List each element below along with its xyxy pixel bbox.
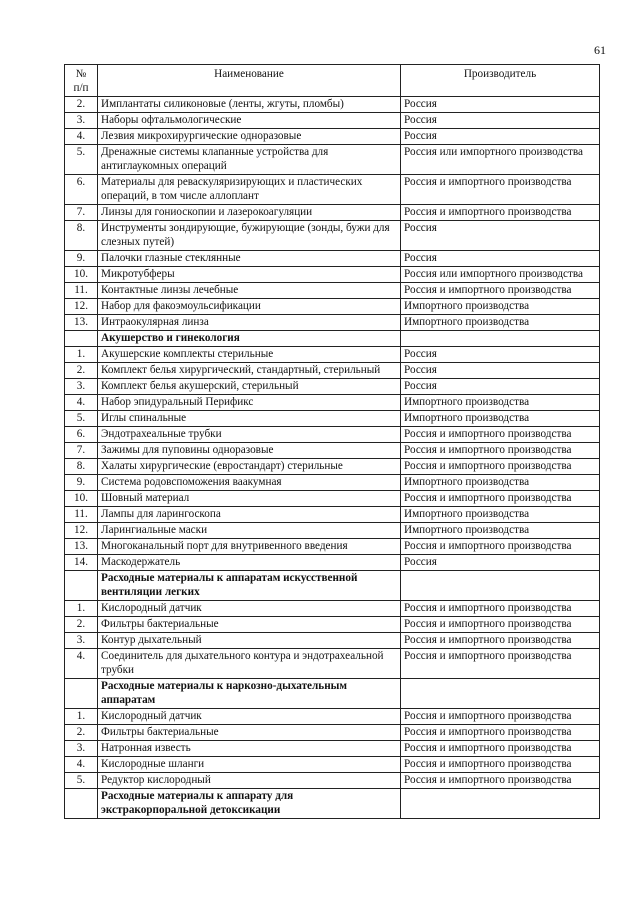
row-number: 2. bbox=[65, 97, 98, 113]
item-producer: Россия или импортного производства bbox=[401, 267, 600, 283]
row-number: 12. bbox=[65, 299, 98, 315]
row-number: 4. bbox=[65, 395, 98, 411]
table-row bbox=[65, 757, 600, 773]
item-name: Система родовспоможения ваакумная bbox=[98, 475, 401, 491]
item-producer: Россия и импортного производства bbox=[401, 283, 600, 299]
item-producer: Россия и импортного производства bbox=[401, 491, 600, 507]
item-producer: Россия и импортного производства bbox=[401, 601, 600, 617]
item-producer: Россия и импортного производства bbox=[401, 539, 600, 555]
item-producer: Импортного производства bbox=[401, 507, 600, 523]
table-row bbox=[65, 363, 600, 379]
row-number: 9. bbox=[65, 475, 98, 491]
section-title: Расходные материалы к аппарату для экстракорпоральной детоксикации bbox=[98, 789, 401, 819]
row-number: 12. bbox=[65, 523, 98, 539]
header-producer: Производитель bbox=[401, 65, 600, 97]
section-row bbox=[65, 679, 600, 709]
item-name: Дренажные системы клапанные устройства для антиглаукомных операций bbox=[98, 145, 401, 175]
section-title: Расходные материалы к наркозно-дыхательным аппаратам bbox=[98, 679, 401, 709]
item-producer: Россия и импортного производства bbox=[401, 617, 600, 633]
table-row bbox=[65, 251, 600, 267]
row-number: 13. bbox=[65, 539, 98, 555]
row-number: 5. bbox=[65, 145, 98, 175]
table-row bbox=[65, 539, 600, 555]
item-producer: Импортного производства bbox=[401, 395, 600, 411]
item-name: Иглы спинальные bbox=[98, 411, 401, 427]
item-producer: Россия bbox=[401, 379, 600, 395]
item-producer: Импортного производства bbox=[401, 475, 600, 491]
item-name: Комплект белья акушерский, стерильный bbox=[98, 379, 401, 395]
table-row bbox=[65, 523, 600, 539]
item-producer: Россия и импортного производства bbox=[401, 773, 600, 789]
item-name: Зажимы для пуповины одноразовые bbox=[98, 443, 401, 459]
item-producer: Россия и импортного производства bbox=[401, 443, 600, 459]
table-row bbox=[65, 443, 600, 459]
table-row bbox=[65, 633, 600, 649]
item-name: Контактные линзы лечебные bbox=[98, 283, 401, 299]
table-row bbox=[65, 741, 600, 757]
item-name: Многоканальный порт для внутривенного введения bbox=[98, 539, 401, 555]
row-number: 10. bbox=[65, 491, 98, 507]
row-number: 2. bbox=[65, 725, 98, 741]
item-name: Инструменты зондирующие, бужирующие (зонды, бужи для слезных путей) bbox=[98, 221, 401, 251]
row-number: 3. bbox=[65, 113, 98, 129]
row-number: 5. bbox=[65, 411, 98, 427]
table-row bbox=[65, 427, 600, 443]
table-row bbox=[65, 175, 600, 205]
item-name: Набор эпидуральный Перификс bbox=[98, 395, 401, 411]
item-name: Лампы для ларингоскопа bbox=[98, 507, 401, 523]
table-header-row bbox=[65, 65, 600, 97]
item-producer: Россия и импортного производства bbox=[401, 709, 600, 725]
section-row bbox=[65, 331, 600, 347]
row-number: 4. bbox=[65, 757, 98, 773]
row-number: 4. bbox=[65, 649, 98, 679]
item-name: Микротубферы bbox=[98, 267, 401, 283]
item-name: Натронная известь bbox=[98, 741, 401, 757]
table-row bbox=[65, 283, 600, 299]
row-number: 6. bbox=[65, 427, 98, 443]
item-name: Редуктор кислородный bbox=[98, 773, 401, 789]
section-row bbox=[65, 789, 600, 819]
row-number: 11. bbox=[65, 283, 98, 299]
row-number: 7. bbox=[65, 205, 98, 221]
table-row bbox=[65, 379, 600, 395]
item-producer: Россия и импортного производства bbox=[401, 459, 600, 475]
item-name: Фильтры бактериальные bbox=[98, 617, 401, 633]
item-name: Акушерские комплекты стерильные bbox=[98, 347, 401, 363]
row-number: 6. bbox=[65, 175, 98, 205]
products-table bbox=[64, 64, 600, 819]
row-number: 3. bbox=[65, 633, 98, 649]
item-name: Ларингиальные маски bbox=[98, 523, 401, 539]
row-number bbox=[65, 331, 98, 347]
table-row bbox=[65, 459, 600, 475]
table-row bbox=[65, 205, 600, 221]
item-name: Шовный материал bbox=[98, 491, 401, 507]
row-number bbox=[65, 679, 98, 709]
section-title: Акушерство и гинекология bbox=[98, 331, 401, 347]
item-producer: Россия bbox=[401, 347, 600, 363]
item-producer: Импортного производства bbox=[401, 315, 600, 331]
item-producer: Россия и импортного производства bbox=[401, 725, 600, 741]
table-row bbox=[65, 507, 600, 523]
table-row bbox=[65, 315, 600, 331]
item-producer: Россия bbox=[401, 251, 600, 267]
item-producer bbox=[401, 571, 600, 601]
item-name: Кислородные шланги bbox=[98, 757, 401, 773]
item-name: Кислородный датчик bbox=[98, 709, 401, 725]
item-name: Эндотрахеальные трубки bbox=[98, 427, 401, 443]
row-number: 8. bbox=[65, 221, 98, 251]
item-name: Палочки глазные стеклянные bbox=[98, 251, 401, 267]
item-producer: Импортного производства bbox=[401, 523, 600, 539]
item-producer: Россия и импортного производства bbox=[401, 205, 600, 221]
item-producer bbox=[401, 789, 600, 819]
row-number: 2. bbox=[65, 617, 98, 633]
item-name: Интраокулярная линза bbox=[98, 315, 401, 331]
table-row bbox=[65, 113, 600, 129]
row-number: 14. bbox=[65, 555, 98, 571]
row-number: 4. bbox=[65, 129, 98, 145]
table-row bbox=[65, 97, 600, 113]
table-row bbox=[65, 145, 600, 175]
item-producer: Импортного производства bbox=[401, 411, 600, 427]
item-producer: Россия bbox=[401, 363, 600, 379]
table-row bbox=[65, 709, 600, 725]
table-row bbox=[65, 411, 600, 427]
item-producer: Россия bbox=[401, 555, 600, 571]
table-row bbox=[65, 475, 600, 491]
item-producer: Россия bbox=[401, 221, 600, 251]
section-row bbox=[65, 571, 600, 601]
table-row bbox=[65, 129, 600, 145]
row-number: 13. bbox=[65, 315, 98, 331]
item-name: Наборы офтальмологические bbox=[98, 113, 401, 129]
item-name: Халаты хирургические (евростандарт) стерильные bbox=[98, 459, 401, 475]
item-name: Имплантаты силиконовые (ленты, жгуты, пломбы) bbox=[98, 97, 401, 113]
item-producer bbox=[401, 679, 600, 709]
row-number: 3. bbox=[65, 741, 98, 757]
table-row bbox=[65, 267, 600, 283]
table-row bbox=[65, 555, 600, 571]
row-number bbox=[65, 789, 98, 819]
item-producer: Россия и импортного производства bbox=[401, 633, 600, 649]
table-row bbox=[65, 773, 600, 789]
row-number bbox=[65, 571, 98, 601]
item-name: Соединитель для дыхательного контура и эндотрахеальной трубки bbox=[98, 649, 401, 679]
table-row bbox=[65, 221, 600, 251]
item-name: Комплект белья хирургический, стандартный, стерильный bbox=[98, 363, 401, 379]
item-producer: Россия и импортного производства bbox=[401, 741, 600, 757]
item-name: Кислородный датчик bbox=[98, 601, 401, 617]
item-name: Набор для факоэмоульсификации bbox=[98, 299, 401, 315]
item-name: Маскодержатель bbox=[98, 555, 401, 571]
item-producer: Россия или импортного производства bbox=[401, 145, 600, 175]
item-producer: Россия bbox=[401, 129, 600, 145]
item-name: Фильтры бактериальные bbox=[98, 725, 401, 741]
table-row bbox=[65, 617, 600, 633]
item-name: Линзы для гониоскопии и лазерокоагуляции bbox=[98, 205, 401, 221]
row-number: 1. bbox=[65, 347, 98, 363]
section-title: Расходные материалы к аппаратам искусственной вентиляции легких bbox=[98, 571, 401, 601]
item-producer: Импортного производства bbox=[401, 299, 600, 315]
page-number: 61 bbox=[594, 43, 606, 57]
row-number: 8. bbox=[65, 459, 98, 475]
row-number: 3. bbox=[65, 379, 98, 395]
item-producer: Россия и импортного производства bbox=[401, 757, 600, 773]
table-row bbox=[65, 601, 600, 617]
item-producer: Россия и импортного производства bbox=[401, 649, 600, 679]
row-number: 10. bbox=[65, 267, 98, 283]
table-row bbox=[65, 649, 600, 679]
row-number: 5. bbox=[65, 773, 98, 789]
item-name: Контур дыхательный bbox=[98, 633, 401, 649]
table-row bbox=[65, 347, 600, 363]
header-num: № п/п bbox=[65, 65, 98, 97]
item-name: Материалы для реваскуляризирующих и пластических операций, в том числе аллоплант bbox=[98, 175, 401, 205]
item-producer: Россия и импортного производства bbox=[401, 175, 600, 205]
item-name: Лезвия микрохирургические одноразовые bbox=[98, 129, 401, 145]
table-row bbox=[65, 725, 600, 741]
row-number: 1. bbox=[65, 709, 98, 725]
table-row bbox=[65, 299, 600, 315]
header-name: Наименование bbox=[98, 65, 401, 97]
table-body bbox=[65, 97, 600, 819]
item-producer bbox=[401, 331, 600, 347]
item-producer: Россия bbox=[401, 113, 600, 129]
item-producer: Россия и импортного производства bbox=[401, 427, 600, 443]
table-row bbox=[65, 395, 600, 411]
row-number: 7. bbox=[65, 443, 98, 459]
row-number: 9. bbox=[65, 251, 98, 267]
row-number: 1. bbox=[65, 601, 98, 617]
table-row bbox=[65, 491, 600, 507]
item-producer: Россия bbox=[401, 97, 600, 113]
row-number: 11. bbox=[65, 507, 98, 523]
row-number: 2. bbox=[65, 363, 98, 379]
